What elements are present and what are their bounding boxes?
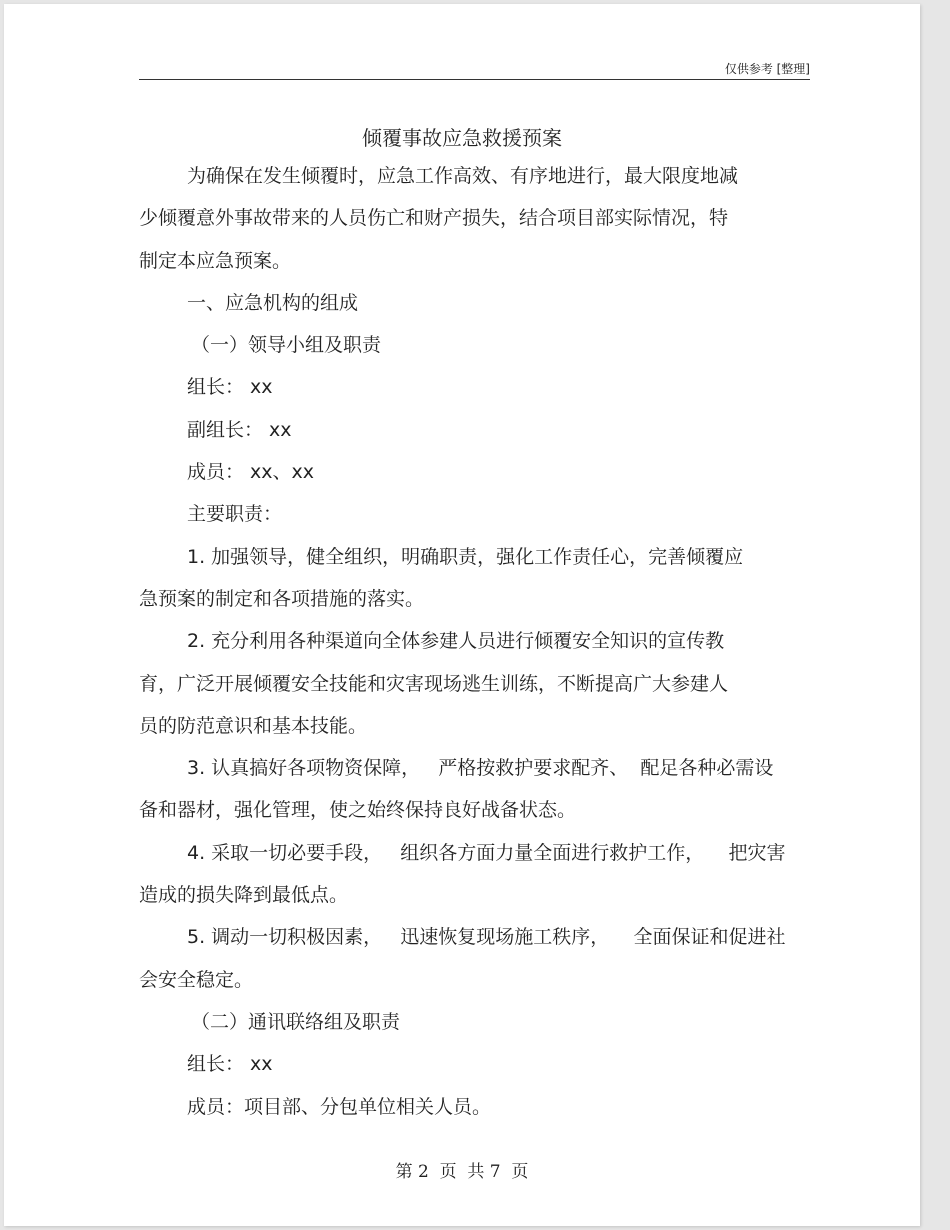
document-body <box>139 155 819 1128</box>
duty-item-cont: 急预案的制定和各项措施的落实。 <box>139 587 425 610</box>
duty-item-cont: 会安全稳定。 <box>139 968 254 991</box>
duty-item-cont: 造成的损失降到最低点。 <box>139 884 349 907</box>
role-line: 组长： xx <box>187 1053 273 1076</box>
page-number: 第 2 页 共 7 页 <box>395 1162 529 1182</box>
section-heading: 一、应急机构的组成 <box>187 291 359 314</box>
document-title: 倾覆事故应急救援预案 <box>362 126 562 150</box>
duty-item: 2. 充分利用各种渠道向全体参建人员进行倾覆安全知识的宣传教 <box>187 630 725 653</box>
paragraph-line: 少倾覆意外事故带来的人员伤亡和财产损失，结合项目部实际情况，特 <box>139 207 729 230</box>
paragraph-line: 为确保在发生倾覆时，应急工作高效、有序地进行，最大限度地减 <box>187 165 739 187</box>
subsection-heading: （一）领导小组及职责 <box>191 334 382 357</box>
duty-item: 1. 加强领导，健全组织，明确职责，强化工作责任心，完善倾覆应 <box>187 545 744 568</box>
paragraph-line: 制定本应急预案。 <box>139 249 292 272</box>
role-line: 成员：项目部、分包单位相关人员。 <box>187 1095 492 1118</box>
document-page <box>4 4 920 1226</box>
role-line: 成员： xx、xx <box>187 461 315 484</box>
duty-item-cont: 员的防范意识和基本技能。 <box>139 714 368 737</box>
duty-item-cont: 备和器材，强化管理，使之始终保持良好战备状态。 <box>139 799 577 822</box>
duty-item: 5. 调动一切积极因素， 迅速恢复现场施工秩序， 全面保证和促进社 <box>187 926 786 949</box>
subsection-heading: （二）通讯联络组及职责 <box>191 1010 401 1033</box>
duty-item: 4. 采取一切必要手段， 组织各方面力量全面进行救护工作， 把灾害 <box>187 841 786 864</box>
duties-heading: 主要职责： <box>187 503 283 526</box>
role-line: 副组长： xx <box>187 418 292 441</box>
duty-item-cont: 育，广泛开展倾覆安全技能和灾害现场逃生训练，不断提高广大参建人 <box>139 672 729 695</box>
header-rule <box>139 79 810 80</box>
duty-item: 3. 认真搞好各项物资保障， 严格按救护要求配齐、 配足各种必需设 <box>187 757 774 780</box>
role-line: 组长： xx <box>187 376 273 399</box>
header-note: 仅供参考 [整理] <box>724 62 810 76</box>
